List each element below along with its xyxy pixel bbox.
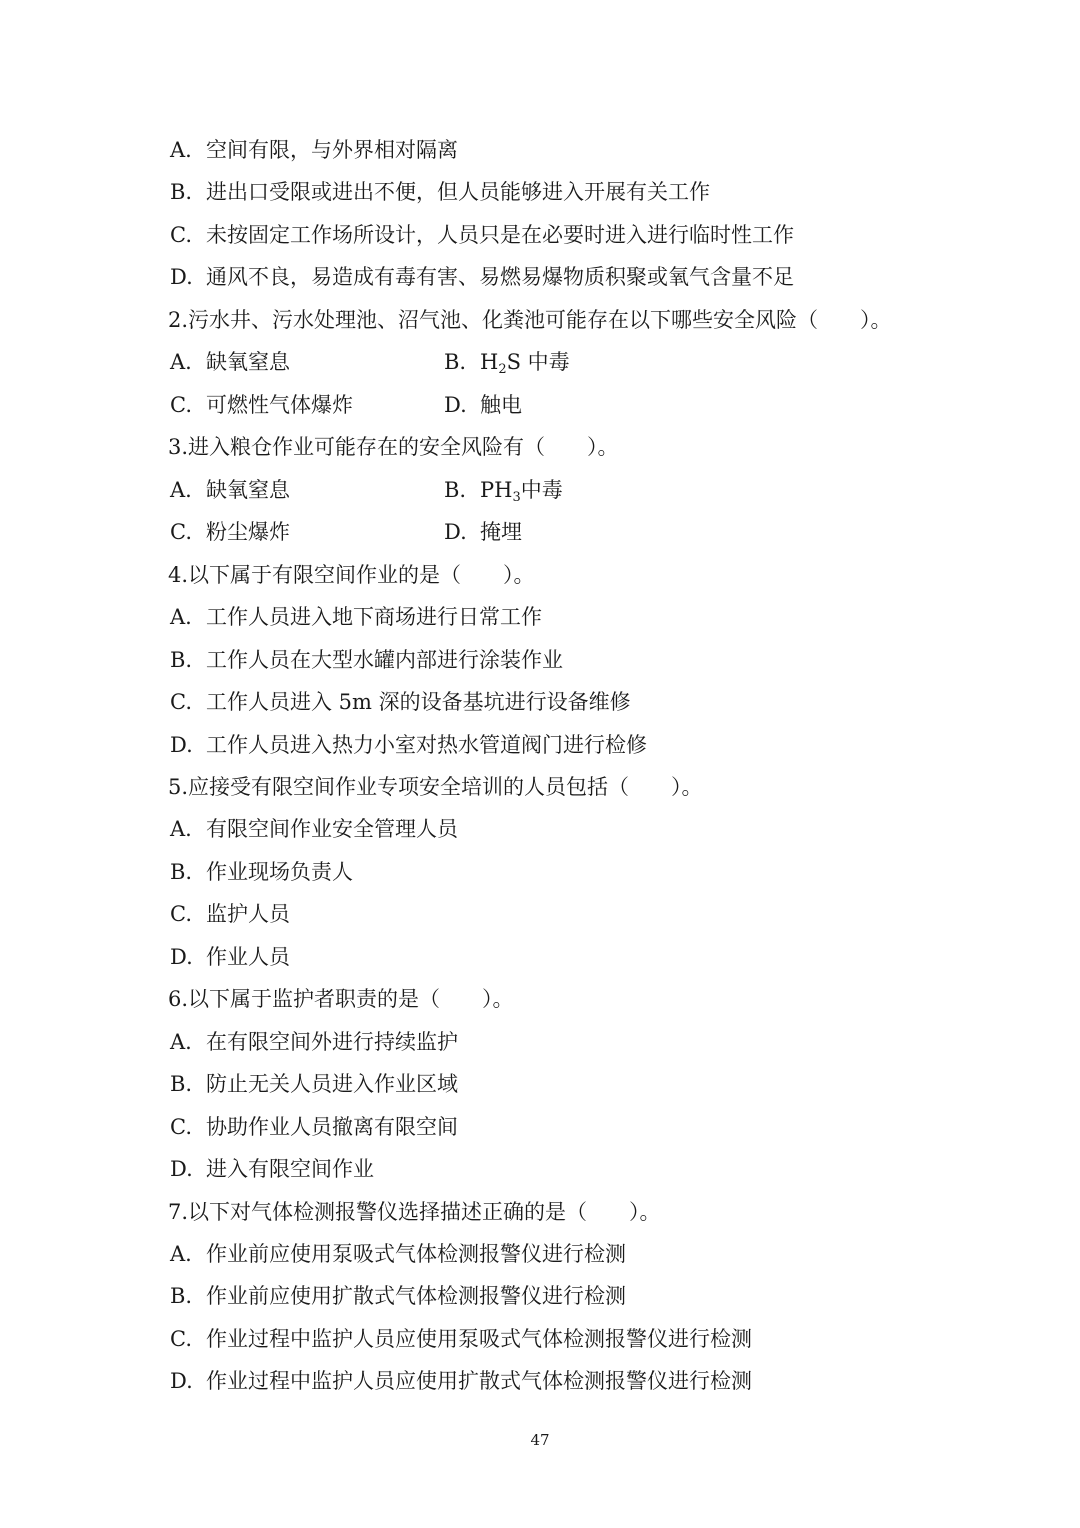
option-label: A.: [170, 1242, 192, 1266]
formula-base: PH: [480, 478, 513, 502]
q2-option-a: [170, 347, 290, 377]
option-label: A.: [170, 138, 192, 162]
option-label: B.: [170, 1284, 193, 1308]
option-label: A.: [170, 350, 192, 374]
option-text: 作业过程中监护人员应使用泵吸式气体检测报警仪进行检测: [206, 1327, 752, 1351]
option-label: D.: [170, 945, 193, 969]
option-label: C.: [170, 690, 192, 714]
option-text: 在有限空间外进行持续监护: [206, 1030, 458, 1054]
option-text: 监护人员: [206, 902, 290, 926]
q7-option-b: [170, 1281, 626, 1311]
q6-option-b: [170, 1069, 458, 1099]
q3-option-c: [170, 517, 290, 547]
option-label: B.: [170, 860, 193, 884]
option-label: D.: [170, 1157, 193, 1181]
option-label: B.: [444, 350, 467, 374]
q1-option-b: [170, 177, 710, 207]
option-label: C.: [170, 1327, 192, 1351]
option-label: D.: [444, 393, 467, 417]
option-text: 可燃性气体爆炸: [206, 393, 353, 417]
option-label: C.: [170, 520, 192, 544]
q4-option-c: [170, 687, 631, 717]
q5-stem: 5.应接受有限空间作业专项安全培训的人员包括（ ）。: [168, 775, 703, 799]
option-text: 进出口受限或进出不便，但人员能够进入开展有关工作: [206, 180, 710, 204]
option-label: D.: [170, 265, 193, 289]
option-label: B.: [170, 648, 193, 672]
option-text: 协助作业人员撤离有限空间: [206, 1115, 458, 1139]
option-text: 进入有限空间作业: [206, 1157, 374, 1181]
formula-subscript: 2: [498, 362, 507, 377]
formula-base: H: [480, 350, 499, 374]
option-text: 防止无关人员进入作业区域: [206, 1072, 458, 1096]
q5-option-d: [170, 942, 290, 972]
option-text: 有限空间作业安全管理人员: [206, 817, 458, 841]
option-label: D.: [444, 520, 467, 544]
option-text: 未按固定工作场所设计，人员只是在必要时进入进行临时性工作: [206, 223, 794, 247]
option-text: 工作人员进入地下商场进行日常工作: [206, 605, 542, 629]
q1-option-c: [170, 220, 794, 250]
option-label: C.: [170, 1115, 192, 1139]
option-label: A.: [170, 478, 192, 502]
q6-option-c: [170, 1112, 458, 1142]
q3-option-d: [444, 517, 522, 547]
option-text: 空间有限，与外界相对隔离: [206, 138, 458, 162]
option-label: C.: [170, 393, 192, 417]
option-text: 缺氧窒息: [206, 350, 290, 374]
option-label: D.: [170, 733, 193, 757]
q6-option-a: [170, 1027, 458, 1057]
q7-option-c: [170, 1324, 752, 1354]
option-text: 工作人员在大型水罐内部进行涂装作业: [206, 648, 563, 672]
option-label: C.: [170, 223, 192, 247]
formula-rest: S 中毒: [506, 350, 570, 374]
option-text: 粉尘爆炸: [206, 520, 290, 544]
q1-option-d: [170, 262, 794, 292]
option-label: A.: [170, 817, 192, 841]
q5-option-b: [170, 857, 353, 887]
q6-stem: 6.以下属于监护者职责的是（ ）。: [168, 987, 514, 1011]
q2-stem: 2.污水井、污水处理池、沼气池、化粪池可能存在以下哪些安全风险（ ）。: [168, 308, 892, 332]
formula-subscript: 3: [512, 490, 521, 505]
q4-option-a: [170, 602, 542, 632]
q3-option-a: [170, 475, 290, 505]
formula-rest: 中毒: [520, 478, 563, 502]
q2-option-d: [444, 390, 522, 420]
option-text: 通风不良，易造成有毒有害、易燃易爆物质积聚或氧气含量不足: [206, 265, 794, 289]
q3-stem: 3.进入粮仓作业可能存在的安全风险有（ ）。: [168, 435, 619, 459]
option-text: 作业现场负责人: [206, 860, 353, 884]
page-number: 47: [530, 1431, 550, 1449]
q5-option-a: [170, 814, 458, 844]
q5-option-c: [170, 899, 290, 929]
q3-option-b: [444, 475, 563, 505]
option-label: A.: [170, 1030, 192, 1054]
option-text: 工作人员进入热力小室对热水管道阀门进行检修: [206, 733, 647, 757]
option-label: A.: [170, 605, 192, 629]
q1-option-a: [170, 135, 458, 165]
q2-option-c: [170, 390, 353, 420]
q4-stem: 4.以下属于有限空间作业的是（ ）。: [168, 563, 535, 587]
q4-option-b: [170, 645, 563, 675]
option-label: B.: [170, 1072, 193, 1096]
option-text: 作业过程中监护人员应使用扩散式气体检测报警仪进行检测: [206, 1369, 752, 1393]
option-text: 作业前应使用扩散式气体检测报警仪进行检测: [206, 1284, 626, 1308]
option-label: B.: [444, 478, 467, 502]
option-text: 作业人员: [206, 945, 290, 969]
q4-option-d: [170, 730, 647, 760]
option-label: B.: [170, 180, 193, 204]
q2-option-b: [444, 347, 570, 377]
q7-option-d: [170, 1366, 752, 1396]
option-label: D.: [170, 1369, 193, 1393]
option-label: C.: [170, 902, 192, 926]
option-text: 工作人员进入 5m 深的设备基坑进行设备维修: [206, 690, 631, 714]
option-text: 掩埋: [480, 520, 522, 544]
q7-option-a: [170, 1239, 626, 1269]
q6-option-d: [170, 1154, 374, 1184]
q7-stem: 7.以下对气体检测报警仪选择描述正确的是（ ）。: [168, 1200, 661, 1224]
option-text: 触电: [480, 393, 522, 417]
option-text: 缺氧窒息: [206, 478, 290, 502]
option-text: 作业前应使用泵吸式气体检测报警仪进行检测: [206, 1242, 626, 1266]
